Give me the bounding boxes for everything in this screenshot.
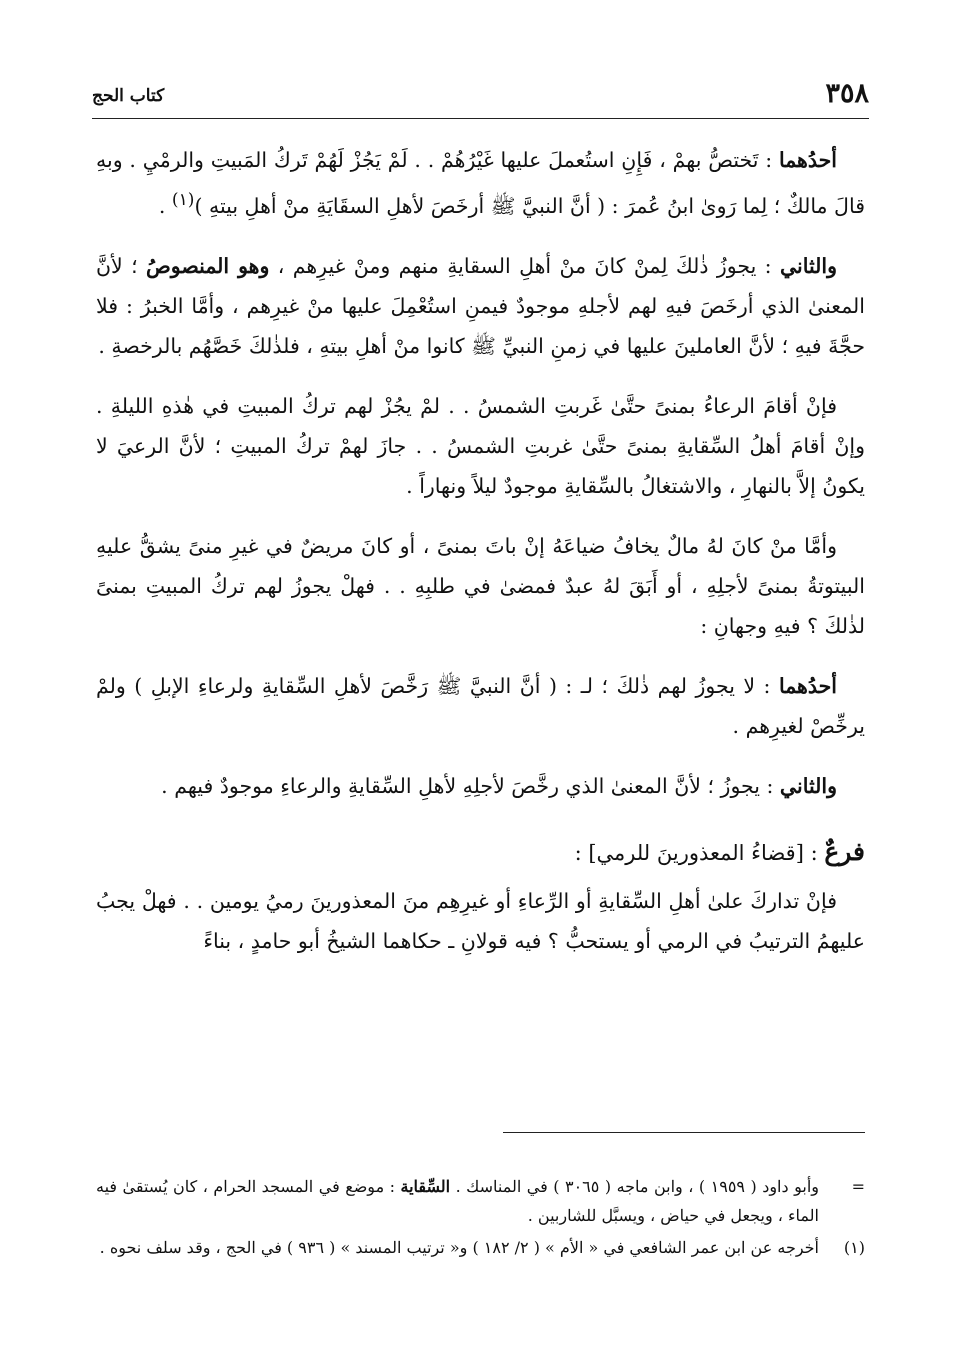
- paragraph-lead: والثاني: [779, 253, 838, 278]
- paragraph-1: [96, 140, 865, 226]
- footnote-text: أخرجه عن ابن عمر الشافعي في « الأم » ( ٢/ ١٨٢ ) و« ترتيب المسند » ( ٩٣٦ ) في الحج ، وقد سلف نحوه .: [99, 1238, 819, 1257]
- paragraph-text: : يجوزُ ذٰلكَ لِمنْ كانَ منْ أهلِ السقايةِ منهم ومنْ غيرِهم ،: [269, 253, 780, 278]
- paragraph-text: : تَختصُّ بهمْ ، فَإِنِ استُعملَ عليها غَيْرُهُمْ . . لَمْ يَجُزْ لَهُمْ تَركُ المَبيتِ والرمْيِ . وبهِ قالَ مالكٌ ؛ لِما رَوىٰ ابنُ عُمرَ : ( أنَّ النبيَّ ﷺ أرخَصَ لأهلِ السقَايَةِ منْ أهلِ بيتهِ ): [96, 148, 865, 218]
- page-number: ٣٥٨: [825, 78, 869, 109]
- footnote-text: [96, 1172, 819, 1230]
- footnote-bold-term: السِّقاية: [400, 1177, 451, 1196]
- paragraph-lead: والثاني: [779, 773, 837, 798]
- section-heading: [96, 832, 865, 873]
- paragraph-text: : يجوزُ ؛ لأنَّ المعنىٰ الذي رخَّصَ لأجلِهِ لأهلِ السِّقايةِ والرعاءِ موجودٌ فيهم .: [161, 773, 780, 798]
- section-title: : [قضاءُ المعذورينَ للرمي] :: [574, 840, 825, 865]
- running-head: كتاب الحج: [92, 86, 165, 106]
- paragraph-3: فإنْ أقامَ الرعاءُ بمنىً حتَّىٰ غَربتِ الشمسُ . . لمْ يجُزْ لهم تركُ المبيتِ في هٰذهِ الليلةِ . وإنْ أقامَ أهلُ السِّقايةِ بمنىً حتَّىٰ غربتِ الشمسُ . . جازَ لهمْ تركُ المبيتِ ؛ لأنَّ الرعيَ لا يكونُ إلاَّ بالنهارِ ، والاشتغالُ بالسِّقايةِ موجودٌ ليلاً ونهاراً .: [96, 393, 865, 498]
- footnote-1: [96, 1233, 865, 1262]
- footnote-marker: =: [851, 1177, 865, 1196]
- footnotes: [96, 1172, 865, 1265]
- paragraph-7: فإنْ تداركَ علىٰ أهلِ السِّقايةِ أو الرِّعاءِ أو غيرِهِم منَ المعذورينَ رميُ يومين . . فهلْ يجبُ عليهمُ الترتيبُ في الرمي أو يستحبُّ ؟ فيه قولانِ ـ حكاهما الشيخُ أبو حامدٍ ، بناءً: [96, 888, 865, 953]
- footnote-marker: (١): [843, 1238, 865, 1257]
- footnote-divider: [503, 1132, 865, 1133]
- footnote-reference[interactable]: (١): [171, 190, 195, 210]
- paragraph-text-cont: ؛ لأنَّ المعنىٰ الذي أرخَصَ فيهِ لهم لأجلهِ موجودٌ فيمنِ استُعْمِلَ عليها منْ غيرِهم ، وأمَّا الخبرُ : فلا حجَّةَ فيهِ ؛ لأنَّ العاملينَ عليها في زمنِ النبيِّ ﷺ كانوا منْ أهلِ بيتهِ ، فلذٰلكَ خَصَّهُم بالرخصةِ .: [96, 253, 865, 358]
- paragraph-text: : لا يجوزُ لهم ذٰلكَ ؛ لـ : ( أنَّ النبيَّ ﷺ رَخَّصَ لأهلِ السِّقايةِ ولرعاءِ الإبلِ ) ولمْ يرخِّصْ لغيرِهم .: [96, 673, 865, 738]
- paragraph-5: [96, 666, 865, 746]
- paragraph-lead: أحدُهما: [778, 148, 837, 172]
- paragraph-bold-phrase: وهو المنصوصُ: [145, 253, 270, 278]
- paragraph-4: وأمَّا منْ كانَ لهُ مالٌ يخافُ ضياعَهُ إنْ باتَ بمنىً ، أو كانَ مريضٌ في غيرِ منىً يشقُّ عليهِ البيتوتةُ بمنىً لأجلِهِ ، أو أَبَقَ لهُ عبدٌ فمضىٰ في طلبِهِ . . فهلْ يجوزُ لهم تركُ المبيتِ بمنىً لذٰلكَ ؟ فيهِ وجهانِ :: [96, 533, 866, 638]
- paragraph-2: [96, 246, 865, 366]
- main-text: [96, 140, 865, 961]
- page-header: [92, 78, 869, 119]
- footnote-text-part: وأبو داود ( ١٩٥٩ ) ، وابن ماجه ( ٣٠٦٥ ) في المناسك .: [450, 1177, 820, 1196]
- section-lead: فرعٌ: [824, 836, 865, 866]
- paragraph-6: [96, 766, 865, 806]
- paragraph-lead: أحدُهما: [778, 673, 837, 698]
- footnote-text-part: : موضع في المسجد الحرام ، كان يُستقىٰ فيه الماء ، ويجعل في حياض ، ويسبَّل للشاربين .: [96, 1177, 819, 1225]
- footnote-continued: [96, 1172, 865, 1230]
- paragraph-text-end: .: [158, 193, 172, 218]
